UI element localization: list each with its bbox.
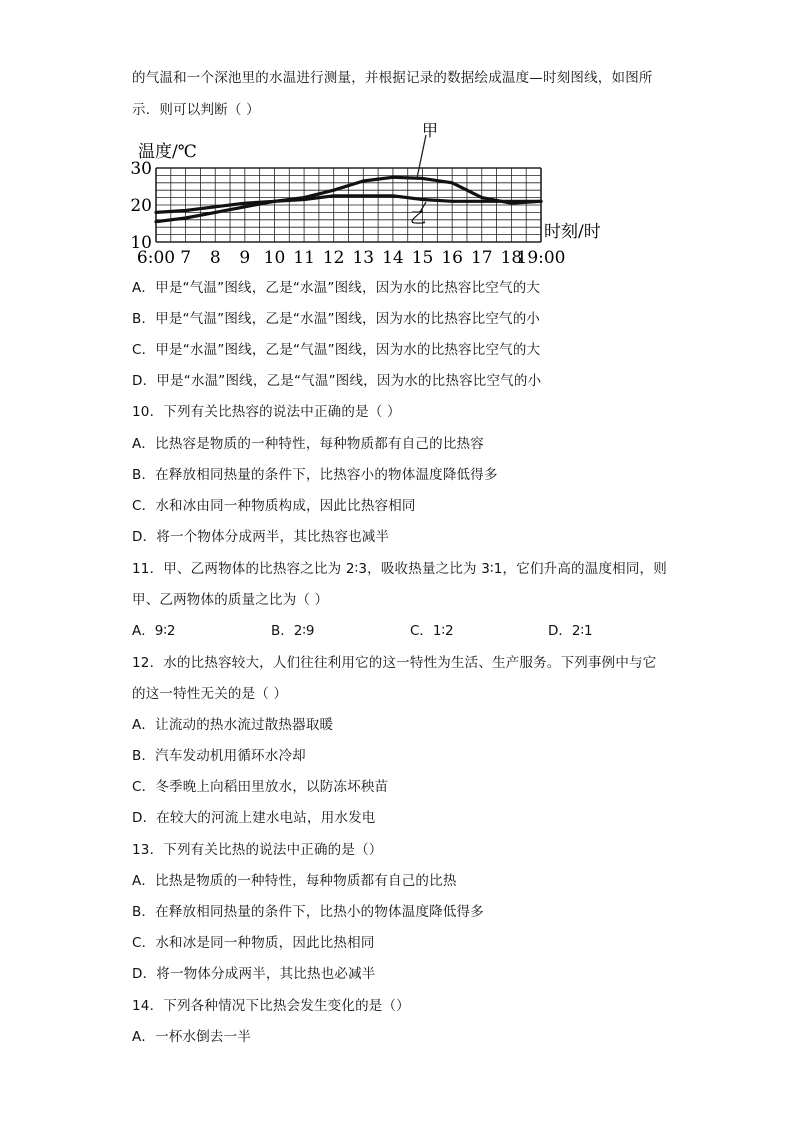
q10-option-d[interactable]: D．将一个物体分成两半，其比热容也减半 (132, 529, 390, 545)
q12-option-d[interactable]: D．在较大的河流上建水电站，用水发电 (132, 810, 376, 826)
series-yi-label: 乙 (410, 208, 427, 227)
q14-stem: 14．下列各种情况下比热会发生变化的是（） (132, 998, 410, 1014)
q11-option-c[interactable]: C．1∶2 (410, 623, 454, 639)
series-jia-label: 甲 (422, 121, 439, 140)
q11-stem-line2: 甲、乙两物体的质量之比为（ ） (132, 592, 329, 608)
x-tick-label: 17 (470, 248, 493, 268)
y-tick-label: 30 (130, 159, 152, 179)
q14-option-a[interactable]: A．一杯水倒去一半 (132, 1029, 252, 1045)
x-tick-label: 14 (382, 248, 404, 268)
q9-option-a[interactable]: A．甲是“气温”图线，乙是“水温”图线，因为水的比热容比空气的大 (132, 280, 541, 296)
q10-option-a[interactable]: A．比热容是物质的一种特性，每种物质都有自己的比热容 (132, 436, 484, 452)
y-axis-label: 温度/℃ (138, 142, 197, 162)
series-jia-leader (417, 135, 426, 178)
x-tick-label: 7 (180, 248, 192, 268)
x-tick-label: 19:00 (516, 248, 566, 268)
y-tick-label: 20 (130, 196, 152, 216)
x-tick-label: 6:00 (136, 248, 176, 268)
q12-option-c[interactable]: C．冬季晚上向稻田里放水，以防冻坏秧苗 (132, 779, 389, 795)
x-axis-label: 时刻/时 (544, 222, 601, 242)
q13-option-d[interactable]: D．将一物体分成两半，其比热也必减半 (132, 966, 376, 982)
y-tick-label: 10 (130, 233, 152, 253)
q10-option-b[interactable]: B．在释放相同热量的条件下，比热容小的物体温度降低得多 (132, 467, 498, 483)
q12-option-a[interactable]: A．让流动的热水流过散热器取暖 (132, 717, 334, 733)
q10-stem: 10．下列有关比热容的说法中正确的是（ ） (132, 404, 401, 420)
chart-grid (156, 168, 541, 242)
x-tick-label: 8 (209, 248, 221, 268)
x-tick-label: 13 (352, 248, 375, 268)
q11-option-d[interactable]: D．2∶1 (548, 623, 593, 639)
q13-option-c[interactable]: C．水和冰是同一种物质，因此比热相同 (132, 935, 375, 951)
q11-option-a[interactable]: A．9∶2 (132, 623, 176, 639)
q13-stem: 13．下列有关比热的说法中正确的是（） (132, 842, 383, 858)
q10-option-c[interactable]: C．水和冰由同一种物质构成，因此比热容相同 (132, 498, 416, 514)
x-tick-label: 11 (293, 248, 315, 268)
q12-option-b[interactable]: B．汽车发动机用循环水冷却 (132, 748, 306, 764)
x-tick-label: 9 (239, 248, 251, 268)
q9-stem-line2: 示．则可以判断（ ） (132, 102, 260, 118)
x-tick-label: 15 (411, 248, 434, 268)
q9-stem-line1: 的气温和一个深池里的水温进行测量，并根据记录的数据绘成温度—时刻图线，如图所 (132, 70, 653, 86)
x-tick-label: 16 (441, 248, 463, 268)
x-tick-label: 18 (500, 248, 523, 268)
q9-option-b[interactable]: B．甲是“气温”图线，乙是“水温”图线，因为水的比热容比空气的小 (132, 311, 541, 327)
x-tick-label: 10 (263, 248, 286, 268)
x-tick-label: 12 (322, 248, 345, 268)
temperature-time-chart (130, 120, 620, 270)
q13-option-a[interactable]: A．比热是物质的一种特性，每种物质都有自己的比热 (132, 873, 457, 889)
q13-option-b[interactable]: B．在释放相同热量的条件下，比热小的物体温度降低得多 (132, 904, 484, 920)
q12-stem-line2: 的这一特性无关的是（ ） (132, 686, 288, 702)
q11-stem-line1: 11．甲、乙两物体的比热容之比为 2∶3，吸收热量之比为 3∶1，它们升高的温度相同，则 (132, 561, 667, 577)
q11-option-b[interactable]: B．2∶9 (271, 623, 315, 639)
q9-option-c[interactable]: C．甲是“水温”图线，乙是“气温”图线，因为水的比热容比空气的大 (132, 342, 541, 358)
q9-option-d[interactable]: D．甲是“水温”图线，乙是“气温”图线，因为水的比热容比空气的小 (132, 373, 542, 389)
q12-stem-line1: 12．水的比热容较大，人们往往利用它的这一特性为生活、生产服务。下列事例中与它 (132, 655, 657, 671)
